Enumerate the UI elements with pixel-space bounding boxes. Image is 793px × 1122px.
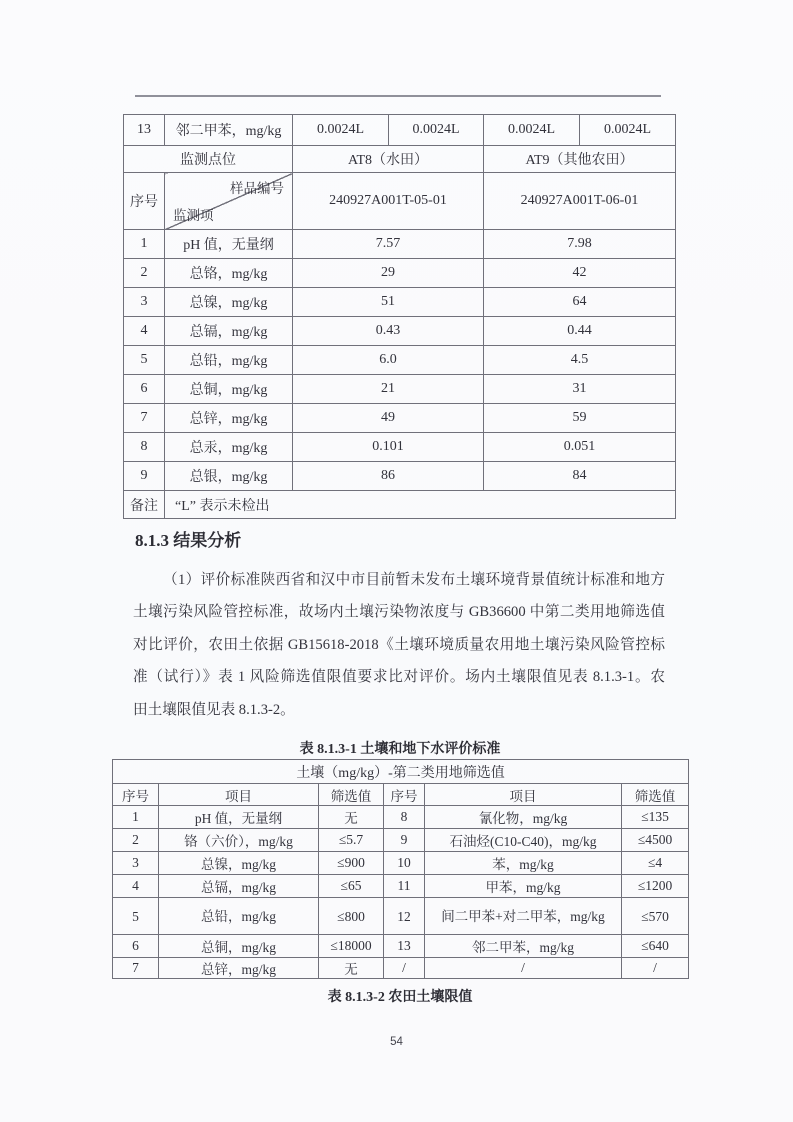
value-cell: 31 xyxy=(484,375,676,404)
row-number-cell: 5 xyxy=(113,898,159,935)
table-row-13 xyxy=(124,115,676,146)
row-number-cell: 2 xyxy=(113,829,159,852)
row-number-cell: 3 xyxy=(113,852,159,875)
analyte-cell: 总银，mg/kg xyxy=(165,462,293,491)
monitoring-results-table xyxy=(123,114,676,519)
value-cell: 0.0024L xyxy=(484,115,580,146)
table-row xyxy=(124,346,676,375)
item-cell: pH 值，无量纲 xyxy=(159,806,319,829)
column-header: 筛选值 xyxy=(319,784,384,806)
limit-cell: ≤640 xyxy=(622,935,689,958)
value-cell: 0.44 xyxy=(484,317,676,346)
table-row xyxy=(124,433,676,462)
value-cell: 64 xyxy=(484,288,676,317)
item-cell: 苯，mg/kg xyxy=(425,852,622,875)
row-number-cell: 2 xyxy=(124,259,165,288)
item-cell: 石油烃(C10-C40)，mg/kg xyxy=(425,829,622,852)
sample-id-row xyxy=(124,173,676,230)
row-number-cell: 1 xyxy=(113,806,159,829)
row-number-cell: 7 xyxy=(124,404,165,433)
item-cell: 氰化物，mg/kg xyxy=(425,806,622,829)
column-header: 筛选值 xyxy=(622,784,689,806)
section-heading: 8.1.3 结果分析 xyxy=(135,531,242,550)
table-row xyxy=(124,259,676,288)
analyte-cell: 邻二甲苯，mg/kg xyxy=(165,115,293,146)
limit-cell: ≤4 xyxy=(622,852,689,875)
analyte-cell: 总镉，mg/kg xyxy=(165,317,293,346)
table-row xyxy=(113,935,689,958)
column-header: 项目 xyxy=(425,784,622,806)
analyte-cell: 总镍，mg/kg xyxy=(165,288,293,317)
item-cell: 总镍，mg/kg xyxy=(159,852,319,875)
value-cell: 51 xyxy=(293,288,484,317)
value-cell: 59 xyxy=(484,404,676,433)
item-cell: 总铜，mg/kg xyxy=(159,935,319,958)
row-number-cell: 1 xyxy=(124,230,165,259)
item-cell: / xyxy=(425,958,622,979)
row-number-cell: 4 xyxy=(113,875,159,898)
value-cell: 84 xyxy=(484,462,676,491)
site-row xyxy=(124,146,676,173)
row-number-cell: 9 xyxy=(384,829,425,852)
value-cell: 0.0024L xyxy=(580,115,676,146)
item-cell: 总锌，mg/kg xyxy=(159,958,319,979)
limit-cell: / xyxy=(622,958,689,979)
limit-cell: ≤900 xyxy=(319,852,384,875)
table-row xyxy=(113,806,689,829)
page-number: 54 xyxy=(390,1036,403,1048)
row-number-cell: 5 xyxy=(124,346,165,375)
table-row xyxy=(124,317,676,346)
table2-span-header: 土壤（mg/kg）-第二类用地筛选值 xyxy=(113,760,689,784)
site-at8-cell: AT8（水田） xyxy=(293,146,484,173)
diagonal-bottom-label: 监测项 xyxy=(173,208,214,223)
value-cell: 6.0 xyxy=(293,346,484,375)
limit-cell: 无 xyxy=(319,806,384,829)
limit-cell: 无 xyxy=(319,958,384,979)
analyte-cell: 总汞，mg/kg xyxy=(165,433,293,462)
table-row xyxy=(113,898,689,935)
limit-cell: ≤65 xyxy=(319,875,384,898)
row-number-cell: 7 xyxy=(113,958,159,979)
column-header: 序号 xyxy=(113,784,159,806)
site-row-label: 监测点位 xyxy=(124,146,293,173)
value-cell: 49 xyxy=(293,404,484,433)
value-cell: 0.101 xyxy=(293,433,484,462)
paragraph-line: 对比评价，农田土依据 GB15618-2018《土壤环境质量农用地土壤污染风险管控标 xyxy=(133,636,665,653)
column-header: 序号 xyxy=(384,784,425,806)
table2-column-header-row xyxy=(113,784,689,806)
table-row xyxy=(124,462,676,491)
analyte-cell: 总锌，mg/kg xyxy=(165,404,293,433)
row-number-cell: 4 xyxy=(124,317,165,346)
table-row xyxy=(124,404,676,433)
row-number-cell: 6 xyxy=(124,375,165,404)
row-number-cell: 8 xyxy=(124,433,165,462)
row-number-cell: 10 xyxy=(384,852,425,875)
item-cell: 甲苯，mg/kg xyxy=(425,875,622,898)
row-number-cell: / xyxy=(384,958,425,979)
analyte-cell: pH 值，无量纲 xyxy=(165,230,293,259)
site-at9-cell: AT9（其他农田） xyxy=(484,146,676,173)
evaluation-standards-table xyxy=(112,759,689,979)
value-cell: 29 xyxy=(293,259,484,288)
analyte-cell: 总铜，mg/kg xyxy=(165,375,293,404)
serial-header-cell: 序号 xyxy=(124,173,165,230)
sample-id-cell: 240927A001T-05-01 xyxy=(293,173,484,230)
table3-caption: 表 8.1.3-2 农田土壤限值 xyxy=(327,990,473,1005)
limit-cell: ≤5.7 xyxy=(319,829,384,852)
limit-cell: ≤4500 xyxy=(622,829,689,852)
limit-cell: ≤135 xyxy=(622,806,689,829)
table-row xyxy=(113,875,689,898)
row-number-cell: 3 xyxy=(124,288,165,317)
table2-span-header-row xyxy=(113,760,689,784)
row-number-cell: 12 xyxy=(384,898,425,935)
paragraph-line: 土壤污染风险管控标准，故场内土壤污染物浓度与 GB36600 中第二类用地筛选值 xyxy=(133,604,665,621)
table-row xyxy=(124,288,676,317)
value-cell: 0.0024L xyxy=(389,115,484,146)
limit-cell: ≤1200 xyxy=(622,875,689,898)
column-header: 项目 xyxy=(159,784,319,806)
value-cell: 0.0024L xyxy=(293,115,389,146)
value-cell: 86 xyxy=(293,462,484,491)
value-cell: 0.43 xyxy=(293,317,484,346)
table-row xyxy=(113,852,689,875)
row-number-cell: 11 xyxy=(384,875,425,898)
row-number-cell: 9 xyxy=(124,462,165,491)
value-cell: 21 xyxy=(293,375,484,404)
row-number-cell: 13 xyxy=(384,935,425,958)
analyte-cell: 总铬，mg/kg xyxy=(165,259,293,288)
section-paragraph xyxy=(133,564,665,726)
value-cell: 4.5 xyxy=(484,346,676,375)
row-number-cell: 13 xyxy=(124,115,165,146)
row-number-cell: 8 xyxy=(384,806,425,829)
note-text-cell: “L” 表示未检出 xyxy=(165,491,676,519)
item-cell: 总铅，mg/kg xyxy=(159,898,319,935)
analyte-cell: 总铅，mg/kg xyxy=(165,346,293,375)
note-row xyxy=(124,491,676,519)
paragraph-line: 准（试行）》表 1 风险筛选值限值要求比对评价。场内土壤限值见表 8.1.3-1。农 xyxy=(133,669,665,686)
item-cell: 间二甲苯+对二甲苯，mg/kg xyxy=(425,898,622,935)
limit-cell: ≤18000 xyxy=(319,935,384,958)
page-header-rule xyxy=(135,95,661,97)
table2-caption: 表 8.1.3-1 土壤和地下水评价标准 xyxy=(299,742,501,757)
limit-cell: ≤800 xyxy=(319,898,384,935)
item-cell: 邻二甲苯，mg/kg xyxy=(425,935,622,958)
value-cell: 7.57 xyxy=(293,230,484,259)
row-number-cell: 6 xyxy=(113,935,159,958)
paragraph-line: （1）评价标准陕西省和汉中市目前暂未发布土壤环境背景值统计标准和地方 xyxy=(163,572,665,588)
value-cell: 42 xyxy=(484,259,676,288)
note-label-cell: 备注 xyxy=(124,491,165,519)
paragraph-line: 田土壤限值见表 8.1.3-2。 xyxy=(133,701,295,718)
table-row xyxy=(124,230,676,259)
value-cell: 0.051 xyxy=(484,433,676,462)
item-cell: 总镉，mg/kg xyxy=(159,875,319,898)
value-cell: 7.98 xyxy=(484,230,676,259)
sample-id-cell: 240927A001T-06-01 xyxy=(484,173,676,230)
table-row xyxy=(113,958,689,979)
item-cell: 铬（六价），mg/kg xyxy=(159,829,319,852)
table-row xyxy=(124,375,676,404)
diagonal-header-cell xyxy=(165,173,293,230)
diagonal-top-label: 样品编号 xyxy=(230,181,284,196)
limit-cell: ≤570 xyxy=(622,898,689,935)
table-row xyxy=(113,829,689,852)
